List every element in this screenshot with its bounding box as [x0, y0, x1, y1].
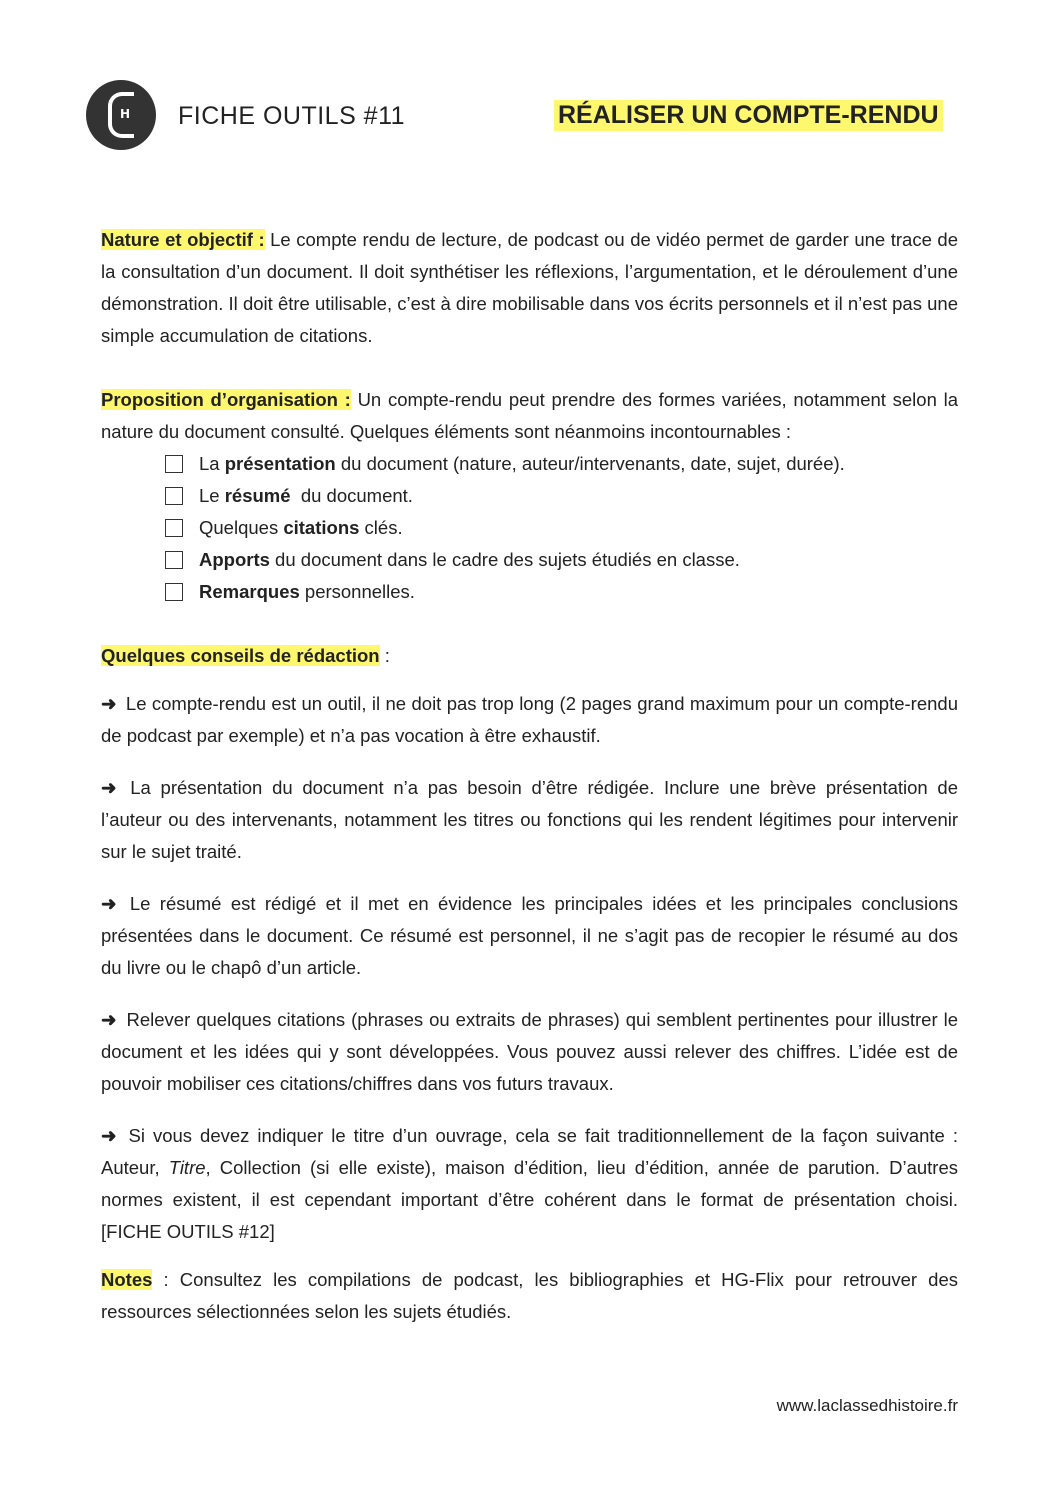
checkbox-icon[interactable] [165, 551, 183, 569]
organisation-checklist [165, 448, 958, 608]
checklist-item [165, 576, 958, 608]
organisation-label: Proposition d’organisation : [101, 389, 351, 410]
document-title: RÉALISER UN COMPTE-RENDU [554, 100, 943, 131]
checklist-item-text: Le résumé du document. [199, 485, 413, 506]
checklist-item [165, 448, 958, 480]
checkbox-icon[interactable] [165, 519, 183, 537]
conseils-suffix: : [379, 645, 390, 666]
site-logo [86, 80, 156, 150]
arrow-icon: ➜ [101, 893, 117, 914]
checklist-item-text: Quelques citations clés. [199, 517, 403, 538]
conseils-heading [101, 640, 958, 672]
document-body [101, 224, 958, 1328]
notes-paragraph [101, 1264, 958, 1328]
nature-text: Le compte rendu de lecture, de podcast ou de vidéo permet de garder une trace de la consultation d’un document. Il doit synthétiser les réflexions, l’argumentation, et le déroulement d’une démonstration. Il doit être utilisable, c’est à dire mobilisable dans vos écrits personnels et il n’est pas une simple accumulation de citations. [101, 229, 958, 346]
conseil-paragraph: ➜ Relever quelques citations (phrases ou extraits de phrases) qui semblent pertinentes pour illustrer le document et les idées qui y sont développées. Vous pouvez aussi relever des chiffres. L’idée est de pouvoir mobiliser ces citations/chiffres dans vos futurs travaux. [101, 1009, 958, 1094]
arrow-icon: ➜ [101, 1009, 117, 1030]
fiche-label: FICHE OUTILS #11 [178, 102, 406, 130]
checklist-item-text: La présentation du document (nature, auteur/intervenants, date, sujet, durée). [199, 453, 845, 474]
page-header [86, 80, 966, 160]
nature-paragraph [101, 224, 958, 352]
logo-h-mark: H [120, 107, 131, 121]
checklist-item-text: Remarques personnelles. [199, 581, 415, 602]
checklist-item [165, 480, 958, 512]
checklist-item [165, 544, 958, 576]
organisation-paragraph [101, 384, 958, 448]
checklist-item [165, 512, 958, 544]
checkbox-icon[interactable] [165, 583, 183, 601]
nature-label: Nature et objectif : [101, 229, 265, 250]
notes-text: : Consultez les compilations de podcast, les bibliographies et HG-Flix pour retrouver des ressources sélectionnées selon les sujets étudiés. [101, 1269, 958, 1322]
conseil-paragraph: ➜ Le résumé est rédigé et il met en évidence les principales idées et les principales conclusions présentées dans le document. Ce résumé est personnel, il ne s’agit pas de recopier le résumé au dos du livre ou le chapô d’un article. [101, 893, 958, 978]
checkbox-icon[interactable] [165, 487, 183, 505]
arrow-icon: ➜ [101, 1125, 117, 1146]
arrow-icon: ➜ [101, 777, 117, 798]
conseils-label: Quelques conseils de rédaction [101, 645, 380, 666]
checkbox-icon[interactable] [165, 455, 183, 473]
conseil-paragraph: ➜ Le compte-rendu est un outil, il ne doit pas trop long (2 pages grand maximum pour un compte-rendu de podcast par exemple) et n’a pas vocation à être exhaustif. [101, 693, 958, 746]
checklist-item-text: Apports du document dans le cadre des sujets étudiés en classe. [199, 549, 740, 570]
notes-label: Notes [101, 1269, 153, 1290]
organisation-text: Un compte-rendu peut prendre des formes variées, notamment selon la nature du document consulté. Quelques éléments sont néanmoins incontournables : [101, 389, 958, 442]
arrow-icon: ➜ [101, 693, 117, 714]
conseil-paragraph: ➜ La présentation du document n’a pas besoin d’être rédigée. Inclure une brève présentation de l’auteur ou des intervenants, notamment les titres ou fonctions qui les rendent légitimes pour intervenir sur le sujet traité. [101, 777, 958, 862]
footer-url[interactable]: www.laclassedhistoire.fr [776, 1396, 958, 1415]
conseil-paragraph: ➜ Si vous devez indiquer le titre d’un ouvrage, cela se fait traditionnellement de la façon suivante : Auteur, Titre, Collection (si elle existe), maison d’édition, lieu d’édition, année de parution. D’autres normes existent, il est cependant important d’être cohérent dans le format de présentation choisi. [FICHE OUTILS #12] [101, 1125, 958, 1242]
